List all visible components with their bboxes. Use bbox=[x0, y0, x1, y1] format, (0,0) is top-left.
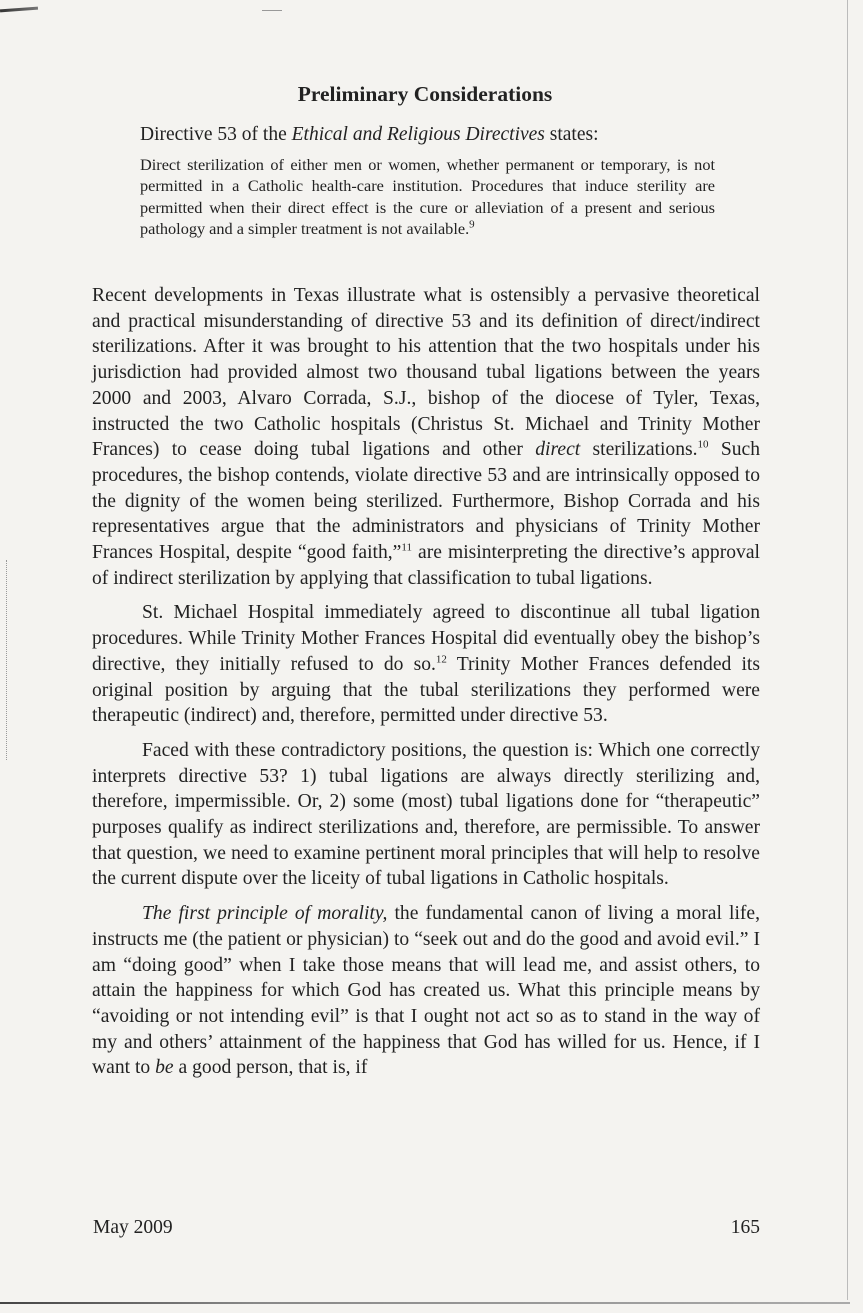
scan-artifact-top bbox=[0, 7, 38, 13]
quote-text: Direct sterilization of either men or women, whether permanent or temporary, is not permitted in a Catholic health-care institution. Procedures that induce sterility are permitted when their direct effect is the cure or alleviation of a present and serious pathology and a simpler treatment is not available. bbox=[140, 155, 715, 239]
paragraph-3: Faced with these contradictory positions, the question is: Which one correctly interprets directive 53? 1) tubal ligations are always directly sterilizing and, therefore, impermissible. Or, 2) some (most) tubal ligations done for “therapeutic” purposes qualify as indirect sterilizations and, therefore, are permissible. To answer that question, we need to examine pertinent moral principles that will help to resolve the current dispute over the liceity of tubal ligations in Catholic hospitals. bbox=[92, 739, 760, 890]
footnote-ref-10: 10 bbox=[697, 438, 709, 451]
scan-artifact-left bbox=[6, 560, 8, 760]
block-quote bbox=[140, 154, 715, 240]
intro-text-after: states: bbox=[544, 124, 599, 145]
footnote-ref-11: 11 bbox=[401, 541, 412, 554]
paragraph-1-text-a: Recent developments in Texas illustrate what is ostensibly a pervasive theoretical and practical misunderstanding of directive 53 and its definition of direct/indirect sterilizations. After it was brought to his attention that the two hospitals under his jurisdiction had provided almost two thousand tubal ligations between the years 2000 and 2003, Alvaro Corrada, S.J., bishop of the diocese of Tyler, Texas, instructed the two Catholic hospitals (Christus St. Michael and Trinity Mother Frances) to cease doing tubal ligations and other bbox=[92, 285, 760, 461]
paragraph-4 bbox=[92, 901, 760, 1081]
directives-title: Ethical and Religious Directives bbox=[291, 124, 545, 145]
article-body bbox=[92, 283, 760, 1090]
footnote-ref-9: 9 bbox=[469, 218, 475, 231]
footer-date: May 2009 bbox=[93, 1217, 173, 1238]
paragraph-1-text-c: Such procedures, the bishop contends, violate directive 53 and are intrinsically opposed to the dignity of the women being sterilized. Furthermore, Bishop Corrada and his representatives argue that the administrators and physicians of Trinity Mother Frances Hospital, despite “good faith,” bbox=[92, 439, 761, 564]
intro-text-before: Directive 53 of the bbox=[140, 124, 292, 145]
section-heading: Preliminary Considerations bbox=[297, 82, 553, 106]
paragraph-2-text-b: Trinity Mother Frances defended its original position by arguing that the tubal sterilizations they performed were therapeutic (indirect) and, therefore, permitted under directive 53. bbox=[92, 653, 760, 727]
paragraph-2-text-a: St. Michael Hospital immediately agreed to discontinue all tubal ligation procedures. While Trinity Mother Frances Hospital did eventually obey the bishop’s directive, they initially refused to do so. bbox=[92, 602, 760, 675]
paragraph-1 bbox=[92, 283, 760, 591]
paragraph-1-text-b: sterilizations. bbox=[580, 439, 698, 461]
paragraph-2 bbox=[92, 600, 760, 729]
emphasis-first-principle: The first principle of morality, bbox=[142, 903, 388, 925]
scan-artifact-tick bbox=[262, 10, 282, 11]
footnote-ref-12: 12 bbox=[435, 653, 447, 666]
directive-intro bbox=[140, 122, 780, 148]
paragraph-4-text-b: a good person, that is, if bbox=[173, 1057, 368, 1079]
emphasis-be: be bbox=[155, 1057, 174, 1079]
scan-edge-right bbox=[847, 0, 848, 1300]
paragraph-1-text-d: are misinterpreting the directive’s approval of indirect sterilization by applying that classification to tubal ligations. bbox=[92, 542, 760, 589]
emphasis-direct: direct bbox=[535, 439, 581, 461]
page-number: 165 bbox=[730, 1217, 760, 1238]
scan-edge-bottom bbox=[0, 1302, 850, 1304]
paragraph-4-text-a: the fundamental canon of living a moral life, instructs me (the patient or physician) to “seek out and do the good and avoid evil.” I am “doing good” when I take those means that will lead me, and assist others, to attain the happiness for which God has created us. What this principle means by “avoiding or not intending evil” is that I ought not act so as to stand in the way of my and others’ attainment of the happiness that God has willed for us. Hence, if I want to bbox=[92, 903, 761, 1079]
